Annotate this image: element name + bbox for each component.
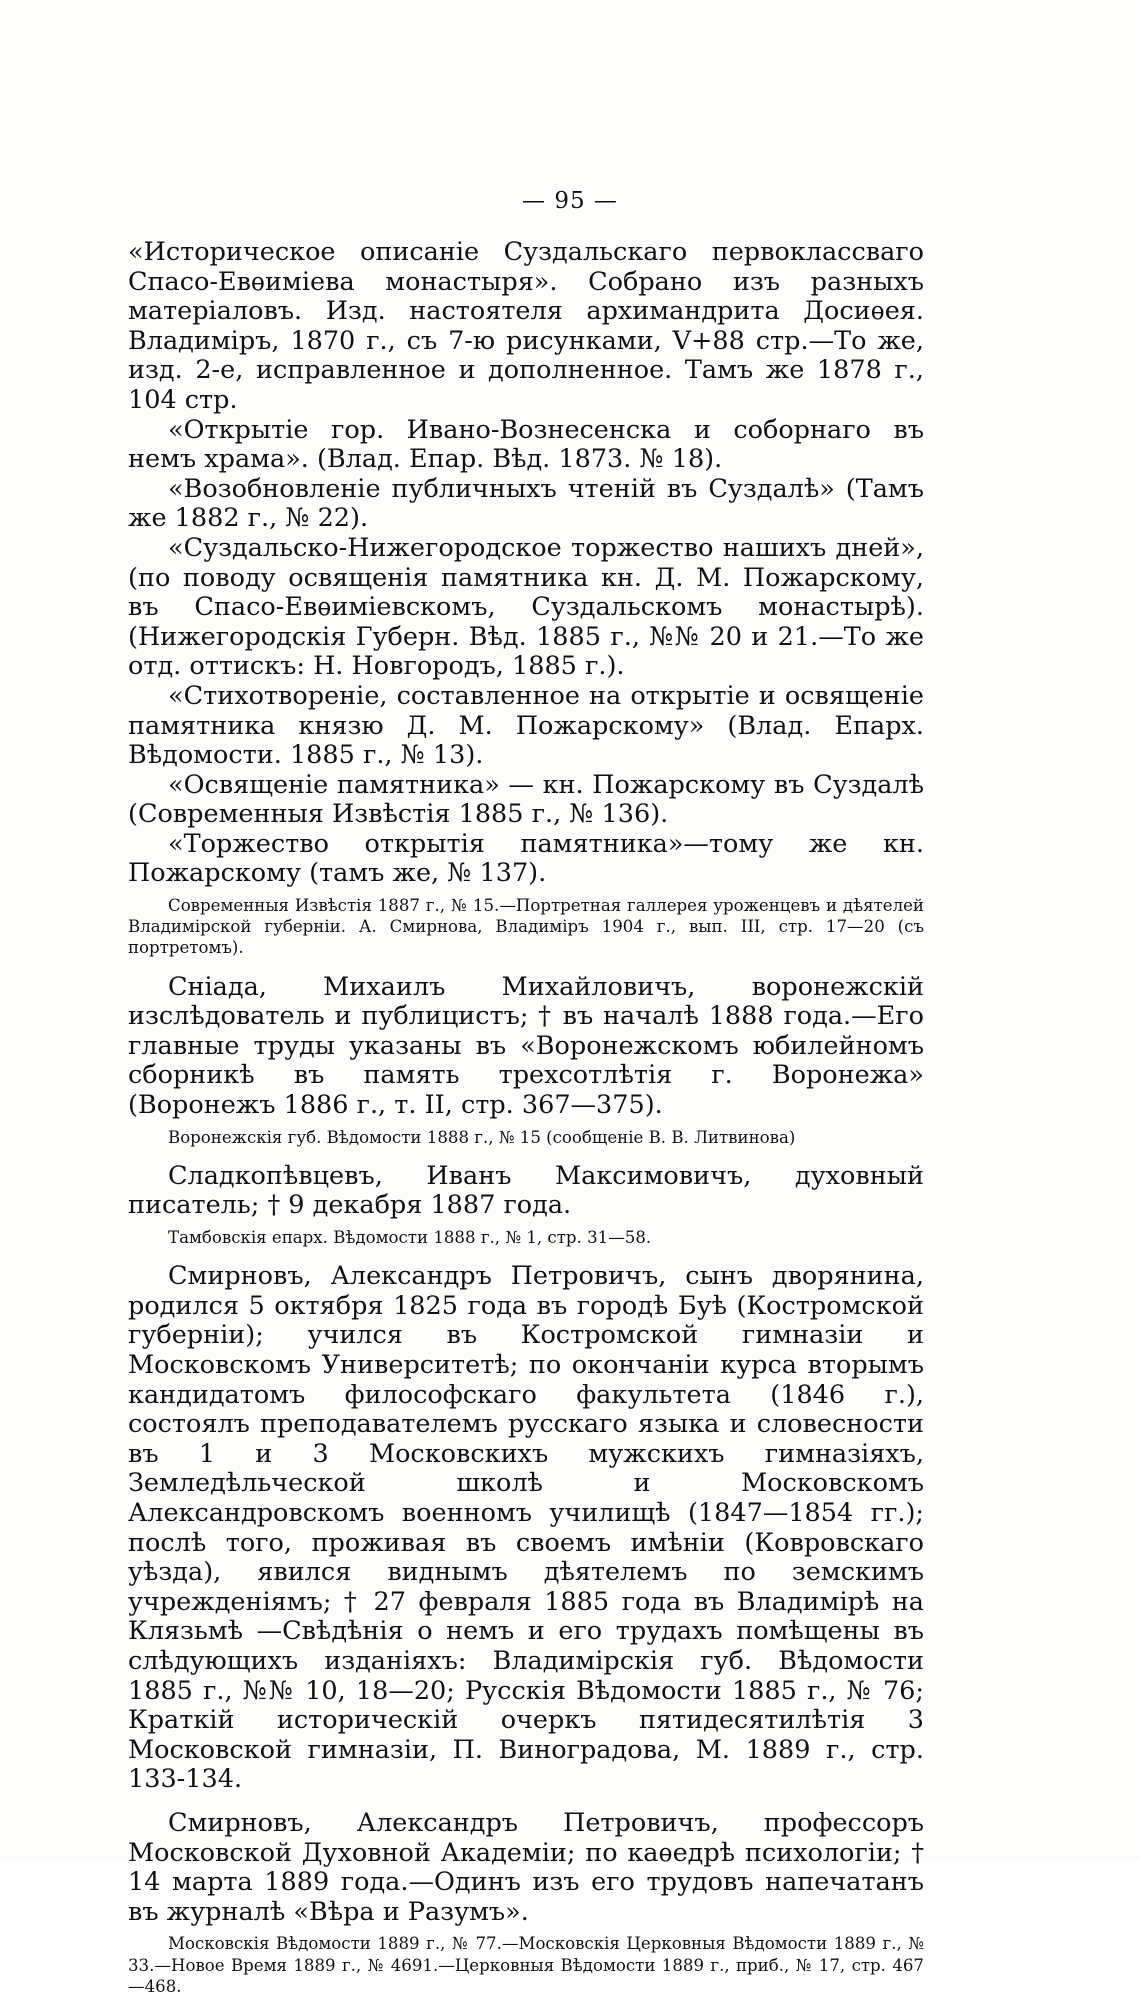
biography-entry: Сніада, Михаилъ Михайловичъ, воронежскій изслѣдователь и публицистъ; † въ началѣ 1888 года.—Его главные труды указаны въ «Воронежскомъ юбилейномъ сборникѣ въ память трехсотлѣтія г. Воронежа» (Воронежъ 1886 г., т. II, стр. 367—375).	[128, 971, 924, 1121]
biography-entry: Смирновъ, Александръ Петровичъ, профессоръ Московской Духовной Академіи; по каѳедрѣ психологіи; † 14 марта 1889 года.—Одинъ изъ его трудовъ напечатанъ въ журналѣ «Вѣра и Разумъ».	[128, 1807, 924, 1927]
entry-paragraph: «Открытіе гор. Ивано-Вознесенска и соборнаго въ немъ храма». (Влад. Епар. Вѣд. 1873. № 18).	[128, 414, 924, 475]
entry-paragraph: «Возобновленіе публичныхъ чтеній въ Суздалѣ» (Тамъ же 1882 г., № 22).	[128, 473, 924, 534]
entry-paragraph: «Историческое описаніе Суздальскаго первоклассваго Спасо-Евѳиміева монастыря». Собрано изъ разныхъ матеріаловъ. Изд. настоятеля архимандрита Досиѳея. Владиміръ, 1870 г., съ 7-ю рисунками, V+88 стр.—То же, изд. 2-е, исправленное и дополненное. Тамъ же 1878 г., 104 стр.	[128, 237, 924, 415]
source-note: Тамбовскія епарх. Вѣдомости 1888 г., № 1, стр. 31—58.	[168, 1228, 652, 1248]
source-note: Воронежскія губ. Вѣдомости 1888 г., № 15 (сообщеніе В. В. Литвинова)	[168, 1127, 796, 1147]
entry-paragraph: «Суздальско-Нижегородское торжество нашихъ дней», (по поводу освященія памятника кн. Д. М. Пожарскому, въ Спасо-Евѳиміевскомъ, Суздальскомъ монастырѣ). (Нижегородскія Губерн. Вѣд. 1885 г., №№ 20 и 21.—То же отд. оттискъ: Н. Новгородъ, 1885 г.).	[128, 532, 924, 682]
biography-entry: Смирновъ, Александръ Петровичъ, сынъ дворянина, родился 5 октября 1825 года въ городѣ Буѣ (Костромской губерніи); учился въ Костромской гимназіи и Московскомъ Университетѣ; по окончаніи курса вторымъ кандидатомъ философскаго факультета (1846 г.), состоялъ преподавателемъ русскаго языка и словесности въ 1 и 3 Московскихъ мужскихъ гимназіяхъ, Земледѣльческой школѣ и Московскомъ Александровскомъ военномъ училищѣ (1847—1854 гг.); послѣ того, проживая въ своемъ имѣніи (Ковровскаго уѣзда), явился виднымъ дѣятелемъ по земскимъ учрежденіямъ; † 27 февраля 1885 года въ Владимірѣ на Клязьмѣ —Свѣдѣнія о немъ и его трудахъ помѣщены въ слѣдующихъ изданіяхъ: Владимірскія губ. Вѣдомости 1885 г., №№ 10, 18—20; Русскія Вѣдомости 1885 г., № 76; Краткій историческій очеркъ пятидесятилѣтія 3 Московской гимназіи, П. Виноградова, М. 1889 г., стр. 133-134.	[128, 1261, 924, 1795]
source-note: Современныя Извѣстія 1887 г., № 15.—Портретная галлерея уроженцевъ и дѣятелей Владимірской губерніи. А. Смирнова, Владиміръ 1904 г., вып. III, стр. 17—20 (съ портретомъ).	[128, 896, 924, 958]
entry-paragraph: «Стихотвореніе, составленное на открытіе и освященіе памятника князю Д. М. Пожарскому» (Влад. Епарх. Вѣдомости. 1885 г., № 13).	[128, 680, 924, 771]
entry-paragraph: «Освященіе памятника» — кн. Пожарскому въ Суздалѣ (Современныя Извѣстія 1885 г., № 136).	[128, 769, 924, 830]
page-number: — 95 —	[522, 188, 618, 214]
biography-entry: Сладкопѣвцевъ, Иванъ Максимовичъ, духовный писатель; † 9 декабря 1887 года.	[128, 1160, 924, 1221]
source-note: Московскія Вѣдомости 1889 г., № 77.—Московскія Церковныя Вѣдомости 1889 г., № 33.—Новое Время 1889 г., № 4691.—Церковныя Вѣдомости 1889 г., приб., № 17, стр. 467—468.	[128, 1934, 924, 1996]
entry-paragraph: «Торжество открытія памятника»—тому же кн. Пожарскому (тамъ же, № 137).	[128, 828, 924, 889]
text-column	[128, 238, 924, 2007]
